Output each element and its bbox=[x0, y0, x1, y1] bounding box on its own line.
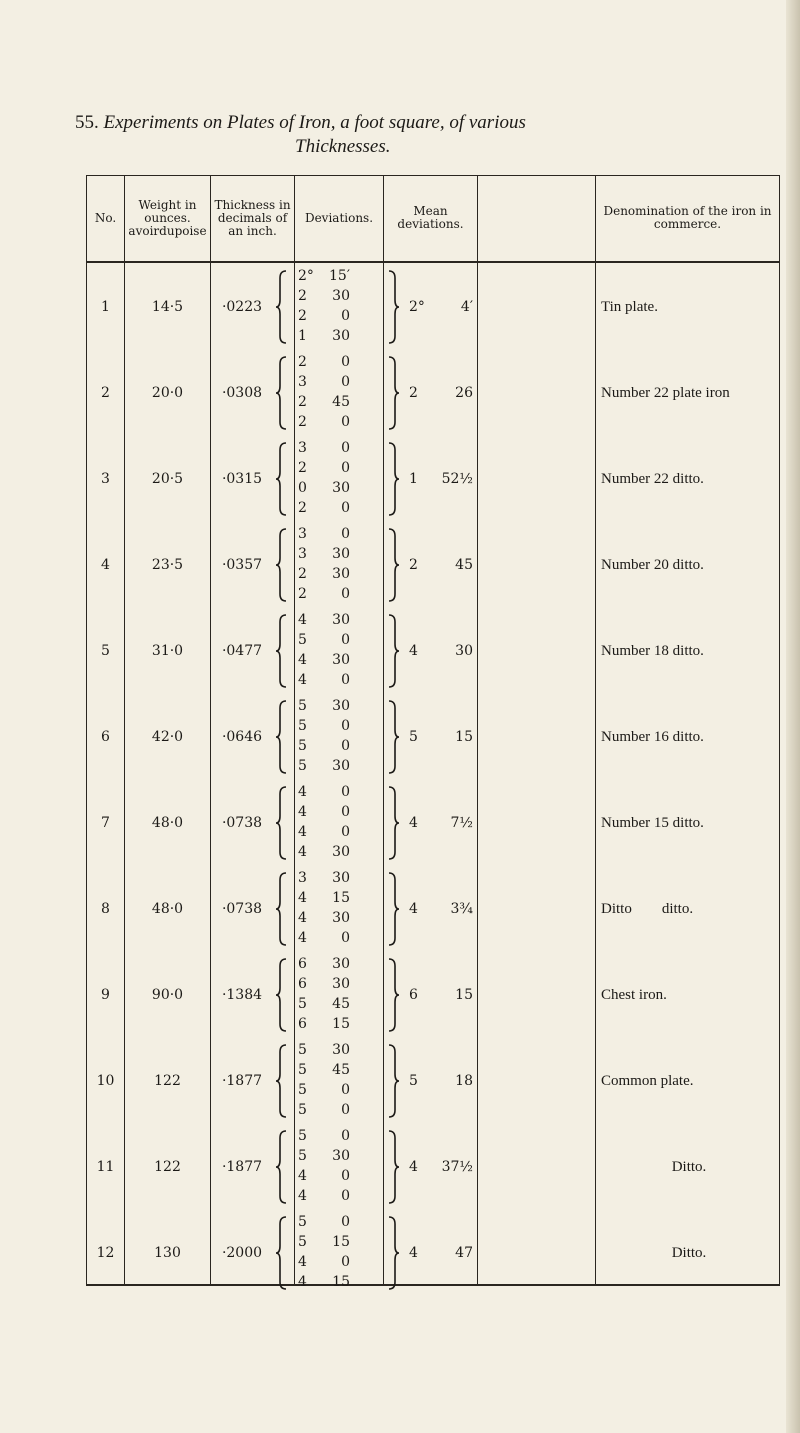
deviation-minutes: 0 bbox=[341, 738, 350, 754]
mean-minutes: 4′ bbox=[460, 299, 473, 315]
deviation-entry bbox=[298, 1080, 388, 1100]
table-row bbox=[87, 436, 779, 522]
deviation-degrees: 5 bbox=[298, 1148, 307, 1164]
denomination-value: Number 18 ditto. bbox=[601, 642, 704, 659]
mean-minutes: 3¾ bbox=[450, 901, 473, 917]
thickness-value: ·0308 bbox=[221, 385, 263, 401]
deviation-degrees: 6 bbox=[298, 956, 307, 972]
deviation-entry bbox=[298, 756, 388, 776]
weight-value: 20·5 bbox=[151, 471, 184, 487]
header-thickness: Thickness in decimals of an inch. bbox=[214, 197, 291, 238]
deviation-minutes: 45 bbox=[332, 996, 350, 1012]
right-brace bbox=[388, 270, 400, 344]
table-row bbox=[87, 866, 779, 952]
deviation-degrees: 2 bbox=[298, 288, 307, 304]
deviation-entry bbox=[298, 1060, 388, 1080]
deviation-entry bbox=[298, 670, 388, 690]
right-brace bbox=[388, 442, 400, 516]
left-brace bbox=[275, 1044, 287, 1118]
deviation-entry bbox=[298, 438, 388, 458]
deviation-degrees: 4 bbox=[298, 804, 307, 820]
header-denomination-text: Denomination of the iron in commerce. bbox=[603, 204, 772, 231]
denomination-value: Number 16 ditto. bbox=[601, 728, 704, 745]
deviation-entry bbox=[298, 524, 388, 544]
row-number: 3 bbox=[101, 471, 110, 487]
mean-minutes: 15 bbox=[455, 987, 473, 1003]
deviation-degrees: 4 bbox=[298, 652, 307, 668]
deviation-minutes: 0 bbox=[341, 440, 350, 456]
deviation-degrees: 6 bbox=[298, 976, 307, 992]
deviation-minutes: 30 bbox=[332, 758, 350, 774]
deviation-minutes: 30 bbox=[332, 1148, 350, 1164]
mean-degrees: 5 bbox=[409, 1073, 418, 1089]
deviation-degrees: 5 bbox=[298, 1214, 307, 1230]
weight-value: 23·5 bbox=[151, 557, 184, 573]
deviation-entry bbox=[298, 716, 388, 736]
right-brace bbox=[388, 786, 400, 860]
row-number: 8 bbox=[101, 901, 110, 917]
deviation-degrees: 2 bbox=[298, 500, 307, 516]
row-number: 10 bbox=[96, 1073, 115, 1089]
deviation-list bbox=[298, 954, 388, 1034]
deviation-list bbox=[298, 438, 388, 518]
deviation-degrees: 2 bbox=[298, 566, 307, 582]
mean-degrees: 4 bbox=[409, 1245, 418, 1261]
deviation-entry bbox=[298, 544, 388, 564]
deviation-minutes: 0 bbox=[341, 526, 350, 542]
deviation-minutes: 0 bbox=[341, 500, 350, 516]
deviation-entry bbox=[298, 352, 388, 372]
table-row bbox=[87, 1210, 779, 1296]
mean-deviation bbox=[409, 436, 499, 522]
experiment-table bbox=[86, 175, 780, 1290]
row-number: 7 bbox=[101, 815, 110, 831]
deviation-entry bbox=[298, 1166, 388, 1186]
deviation-minutes: 0 bbox=[341, 374, 350, 390]
left-brace bbox=[275, 356, 287, 430]
deviation-degrees: 4 bbox=[298, 1188, 307, 1204]
left-brace bbox=[275, 786, 287, 860]
deviation-entry bbox=[298, 326, 388, 346]
deviation-minutes: 45 bbox=[332, 394, 350, 410]
left-brace bbox=[275, 442, 287, 516]
title-number: 55. bbox=[75, 112, 99, 133]
deviation-entry bbox=[298, 392, 388, 412]
deviation-entry bbox=[298, 478, 388, 498]
thickness-value: ·0477 bbox=[221, 643, 263, 659]
deviation-entry bbox=[298, 412, 388, 432]
row-number: 11 bbox=[96, 1159, 115, 1175]
right-brace bbox=[388, 1216, 400, 1290]
right-brace bbox=[388, 1130, 400, 1204]
deviation-entry bbox=[298, 802, 388, 822]
deviation-degrees: 4 bbox=[298, 844, 307, 860]
weight-value: 48·0 bbox=[151, 901, 184, 917]
deviation-minutes: 0 bbox=[341, 354, 350, 370]
table-row bbox=[87, 694, 779, 780]
deviation-entry bbox=[298, 1040, 388, 1060]
deviation-minutes: 30 bbox=[332, 698, 350, 714]
table-row bbox=[87, 1038, 779, 1124]
deviation-minutes: 0 bbox=[341, 586, 350, 602]
deviation-degrees: 2 bbox=[298, 586, 307, 602]
deviation-entry bbox=[298, 1212, 388, 1232]
deviation-minutes: 0 bbox=[341, 1168, 350, 1184]
deviation-list bbox=[298, 524, 388, 604]
mean-degrees: 4 bbox=[409, 901, 418, 917]
deviation-degrees: 4 bbox=[298, 910, 307, 926]
row-number: 12 bbox=[96, 1245, 115, 1261]
weight-value: 48·0 bbox=[151, 815, 184, 831]
deviation-minutes: 30 bbox=[332, 288, 350, 304]
row-number: 4 bbox=[101, 557, 110, 573]
denomination-value: Ditto. bbox=[671, 1244, 707, 1261]
deviation-minutes: 0 bbox=[341, 1188, 350, 1204]
table-row bbox=[87, 522, 779, 608]
deviation-degrees: 2 bbox=[298, 460, 307, 476]
mean-deviation bbox=[409, 350, 499, 436]
deviation-entry bbox=[298, 696, 388, 716]
deviation-degrees: 4 bbox=[298, 890, 307, 906]
mean-deviation bbox=[409, 780, 499, 866]
left-brace bbox=[275, 1130, 287, 1204]
header-denomination bbox=[478, 176, 595, 260]
deviation-degrees: 5 bbox=[298, 1062, 307, 1078]
deviation-degrees: 2 bbox=[298, 308, 307, 324]
deviation-list bbox=[298, 782, 388, 862]
deviation-entry bbox=[298, 266, 388, 286]
weight-value: 122 bbox=[154, 1159, 181, 1175]
deviation-degrees: 5 bbox=[298, 1234, 307, 1250]
deviation-degrees: 5 bbox=[298, 718, 307, 734]
right-brace bbox=[388, 958, 400, 1032]
deviation-entry bbox=[298, 1252, 388, 1272]
mean-minutes: 52½ bbox=[441, 471, 473, 487]
thickness-value: ·0223 bbox=[221, 299, 263, 315]
page-title bbox=[75, 112, 775, 158]
deviation-entry bbox=[298, 650, 388, 670]
mean-degrees: 6 bbox=[409, 987, 418, 1003]
title-main: Experiments on Plates of Iron, a foot square, of various bbox=[103, 112, 526, 133]
table-row bbox=[87, 1124, 779, 1210]
deviation-list bbox=[298, 1126, 388, 1206]
deviation-list bbox=[298, 610, 388, 690]
thickness-value: ·0738 bbox=[221, 815, 263, 831]
right-brace bbox=[388, 872, 400, 946]
deviation-minutes: 15 bbox=[332, 1274, 350, 1290]
denomination-value: Tin plate. bbox=[601, 298, 658, 315]
row-number: 2 bbox=[101, 385, 110, 401]
deviation-entry bbox=[298, 782, 388, 802]
deviation-entry bbox=[298, 954, 388, 974]
deviation-entry bbox=[298, 564, 388, 584]
deviation-degrees: 4 bbox=[298, 784, 307, 800]
weight-value: 90·0 bbox=[151, 987, 184, 1003]
deviation-degrees: 5 bbox=[298, 758, 307, 774]
mean-degrees: 1 bbox=[409, 471, 418, 487]
deviation-entry bbox=[298, 630, 388, 650]
deviation-minutes: 30 bbox=[332, 870, 350, 886]
deviation-degrees: 4 bbox=[298, 1274, 307, 1290]
deviation-entry bbox=[298, 458, 388, 478]
weight-value: 20·0 bbox=[151, 385, 184, 401]
mean-degrees: 2° bbox=[409, 299, 425, 315]
deviation-minutes: 30 bbox=[332, 844, 350, 860]
mean-degrees: 4 bbox=[409, 643, 418, 659]
deviation-entry bbox=[298, 908, 388, 928]
deviation-minutes: 30 bbox=[332, 910, 350, 926]
deviation-minutes: 0 bbox=[341, 930, 350, 946]
mean-deviation bbox=[409, 1038, 499, 1124]
denomination-value: Common plate. bbox=[601, 1072, 694, 1089]
mean-degrees: 4 bbox=[409, 815, 418, 831]
deviation-entry bbox=[298, 306, 388, 326]
deviation-degrees: 5 bbox=[298, 738, 307, 754]
deviation-minutes: 0 bbox=[341, 1128, 350, 1144]
left-brace bbox=[275, 528, 287, 602]
deviation-degrees: 5 bbox=[298, 698, 307, 714]
deviation-minutes: 0 bbox=[341, 1214, 350, 1230]
left-brace bbox=[275, 872, 287, 946]
deviation-entry bbox=[298, 994, 388, 1014]
right-brace bbox=[388, 614, 400, 688]
mean-minutes: 15 bbox=[455, 729, 473, 745]
deviation-degrees: 3 bbox=[298, 374, 307, 390]
deviation-minutes: 30 bbox=[332, 956, 350, 972]
mean-deviation bbox=[409, 694, 499, 780]
right-brace bbox=[388, 700, 400, 774]
mean-deviation bbox=[409, 866, 499, 952]
denomination-value: Chest iron. bbox=[601, 986, 667, 1003]
right-brace bbox=[388, 356, 400, 430]
deviation-minutes: 30 bbox=[332, 652, 350, 668]
denomination-value: Number 15 ditto. bbox=[601, 814, 704, 831]
deviation-list bbox=[298, 352, 388, 432]
deviation-minutes: 45 bbox=[332, 1062, 350, 1078]
mean-minutes: 18 bbox=[455, 1073, 473, 1089]
deviation-degrees: 5 bbox=[298, 996, 307, 1012]
deviation-degrees: 5 bbox=[298, 1128, 307, 1144]
thickness-value: ·0357 bbox=[221, 557, 263, 573]
right-brace bbox=[388, 528, 400, 602]
deviation-list bbox=[298, 868, 388, 948]
header-weight: Weight in ounces. avoirdupoise bbox=[128, 197, 207, 238]
deviation-minutes: 0 bbox=[341, 1102, 350, 1118]
header-mean: Mean deviations. bbox=[397, 204, 464, 231]
thickness-value: ·1877 bbox=[221, 1159, 263, 1175]
row-number: 5 bbox=[101, 643, 110, 659]
mean-minutes: 37½ bbox=[441, 1159, 473, 1175]
thickness-value: ·2000 bbox=[221, 1245, 263, 1261]
deviation-minutes: 0 bbox=[341, 632, 350, 648]
deviation-entry bbox=[298, 286, 388, 306]
deviation-minutes: 0 bbox=[341, 718, 350, 734]
weight-value: 122 bbox=[154, 1073, 181, 1089]
page-edge bbox=[786, 0, 800, 1433]
deviation-degrees: 5 bbox=[298, 632, 307, 648]
deviation-entry bbox=[298, 736, 388, 756]
deviation-degrees: 5 bbox=[298, 1082, 307, 1098]
deviation-minutes: 15 bbox=[332, 1234, 350, 1250]
deviation-entry bbox=[298, 822, 388, 842]
deviation-minutes: 0 bbox=[341, 804, 350, 820]
header-deviations: Deviations. bbox=[304, 210, 374, 225]
deviation-entry bbox=[298, 868, 388, 888]
mean-deviation bbox=[409, 264, 499, 350]
deviation-minutes: 30 bbox=[332, 976, 350, 992]
deviation-degrees: 4 bbox=[298, 612, 307, 628]
deviation-degrees: 4 bbox=[298, 672, 307, 688]
title-line2: Thicknesses. bbox=[295, 136, 391, 157]
deviation-degrees: 3 bbox=[298, 440, 307, 456]
deviation-entry bbox=[298, 1146, 388, 1166]
deviation-entry bbox=[298, 372, 388, 392]
deviation-degrees: 4 bbox=[298, 1254, 307, 1270]
denomination-value: Ditto. bbox=[671, 1158, 707, 1175]
deviation-entry bbox=[298, 1272, 388, 1292]
mean-deviation bbox=[409, 952, 499, 1038]
deviation-entry bbox=[298, 888, 388, 908]
deviation-minutes: 30 bbox=[332, 480, 350, 496]
deviation-degrees: 2 bbox=[298, 414, 307, 430]
deviation-degrees: 0 bbox=[298, 480, 307, 496]
left-brace bbox=[275, 1216, 287, 1290]
deviation-degrees: 5 bbox=[298, 1102, 307, 1118]
deviation-minutes: 0 bbox=[341, 308, 350, 324]
deviation-minutes: 0 bbox=[341, 460, 350, 476]
mean-minutes: 26 bbox=[455, 385, 473, 401]
table-row bbox=[87, 952, 779, 1038]
deviation-minutes: 30 bbox=[332, 612, 350, 628]
table-row bbox=[87, 264, 779, 350]
deviation-degrees: 5 bbox=[298, 1042, 307, 1058]
deviation-entry bbox=[298, 610, 388, 630]
deviation-entry bbox=[298, 584, 388, 604]
deviation-entry bbox=[298, 1232, 388, 1252]
deviation-minutes: 15 bbox=[332, 890, 350, 906]
thickness-value: ·0315 bbox=[221, 471, 263, 487]
deviation-degrees: 6 bbox=[298, 1016, 307, 1032]
deviation-degrees: 4 bbox=[298, 824, 307, 840]
deviation-degrees: 4 bbox=[298, 930, 307, 946]
deviation-degrees: 3 bbox=[298, 526, 307, 542]
deviation-entry bbox=[298, 1100, 388, 1120]
mean-degrees: 2 bbox=[409, 557, 418, 573]
deviation-list bbox=[298, 1212, 388, 1292]
mean-deviation bbox=[409, 1210, 499, 1296]
deviation-entry bbox=[298, 842, 388, 862]
deviation-degrees: 1 bbox=[298, 328, 307, 344]
mean-deviation bbox=[409, 522, 499, 608]
deviation-list bbox=[298, 696, 388, 776]
thickness-value: ·0646 bbox=[221, 729, 263, 745]
deviation-entry bbox=[298, 974, 388, 994]
denomination-value: Number 22 plate iron bbox=[601, 384, 730, 401]
row-number: 1 bbox=[101, 299, 110, 315]
mean-deviation bbox=[409, 608, 499, 694]
header-rule bbox=[87, 261, 779, 263]
table-row bbox=[87, 350, 779, 436]
deviation-minutes: 0 bbox=[341, 824, 350, 840]
deviation-entry bbox=[298, 498, 388, 518]
mean-degrees: 4 bbox=[409, 1159, 418, 1175]
deviation-minutes: 0 bbox=[341, 414, 350, 430]
deviation-minutes: 15 bbox=[332, 1016, 350, 1032]
mean-minutes: 47 bbox=[455, 1245, 473, 1261]
deviation-entry bbox=[298, 928, 388, 948]
thickness-value: ·0738 bbox=[221, 901, 263, 917]
mean-deviation bbox=[409, 1124, 499, 1210]
mean-minutes: 7½ bbox=[450, 815, 473, 831]
deviation-list bbox=[298, 1040, 388, 1120]
thickness-value: ·1384 bbox=[221, 987, 263, 1003]
row-number: 6 bbox=[101, 729, 110, 745]
deviation-minutes: 0 bbox=[341, 784, 350, 800]
deviation-degrees: 3 bbox=[298, 546, 307, 562]
deviation-minutes: 30 bbox=[332, 328, 350, 344]
deviation-degrees: 2 bbox=[298, 394, 307, 410]
header-no: No. bbox=[94, 210, 117, 225]
mean-degrees: 2 bbox=[409, 385, 418, 401]
mean-degrees: 5 bbox=[409, 729, 418, 745]
deviation-minutes: 0 bbox=[341, 672, 350, 688]
mean-minutes: 30 bbox=[455, 643, 473, 659]
deviation-degrees: 2 bbox=[298, 354, 307, 370]
left-brace bbox=[275, 270, 287, 344]
row-number: 9 bbox=[101, 987, 110, 1003]
deviation-degrees: 4 bbox=[298, 1168, 307, 1184]
deviation-entry bbox=[298, 1126, 388, 1146]
deviation-entry bbox=[298, 1014, 388, 1034]
deviation-degrees: 2° bbox=[298, 268, 314, 284]
deviation-degrees: 3 bbox=[298, 870, 307, 886]
left-brace bbox=[275, 700, 287, 774]
deviation-minutes: 0 bbox=[341, 1082, 350, 1098]
deviation-entry bbox=[298, 1186, 388, 1206]
left-brace bbox=[275, 614, 287, 688]
left-brace bbox=[275, 958, 287, 1032]
weight-value: 14·5 bbox=[151, 299, 184, 315]
deviation-minutes: 30 bbox=[332, 1042, 350, 1058]
mean-minutes: 45 bbox=[455, 557, 473, 573]
table-row bbox=[87, 608, 779, 694]
denomination-value: Number 22 ditto. bbox=[601, 470, 704, 487]
weight-value: 31·0 bbox=[151, 643, 184, 659]
denomination-value: Ditto ditto. bbox=[601, 900, 694, 917]
deviation-minutes: 15′ bbox=[329, 268, 350, 284]
weight-value: 42·0 bbox=[151, 729, 184, 745]
denomination-value: Number 20 ditto. bbox=[601, 556, 704, 573]
deviation-minutes: 0 bbox=[341, 1254, 350, 1270]
deviation-minutes: 30 bbox=[332, 566, 350, 582]
thickness-value: ·1877 bbox=[221, 1073, 263, 1089]
table-row bbox=[87, 780, 779, 866]
right-brace bbox=[388, 1044, 400, 1118]
deviation-list bbox=[298, 266, 388, 346]
weight-value: 130 bbox=[154, 1245, 181, 1261]
deviation-minutes: 30 bbox=[332, 546, 350, 562]
